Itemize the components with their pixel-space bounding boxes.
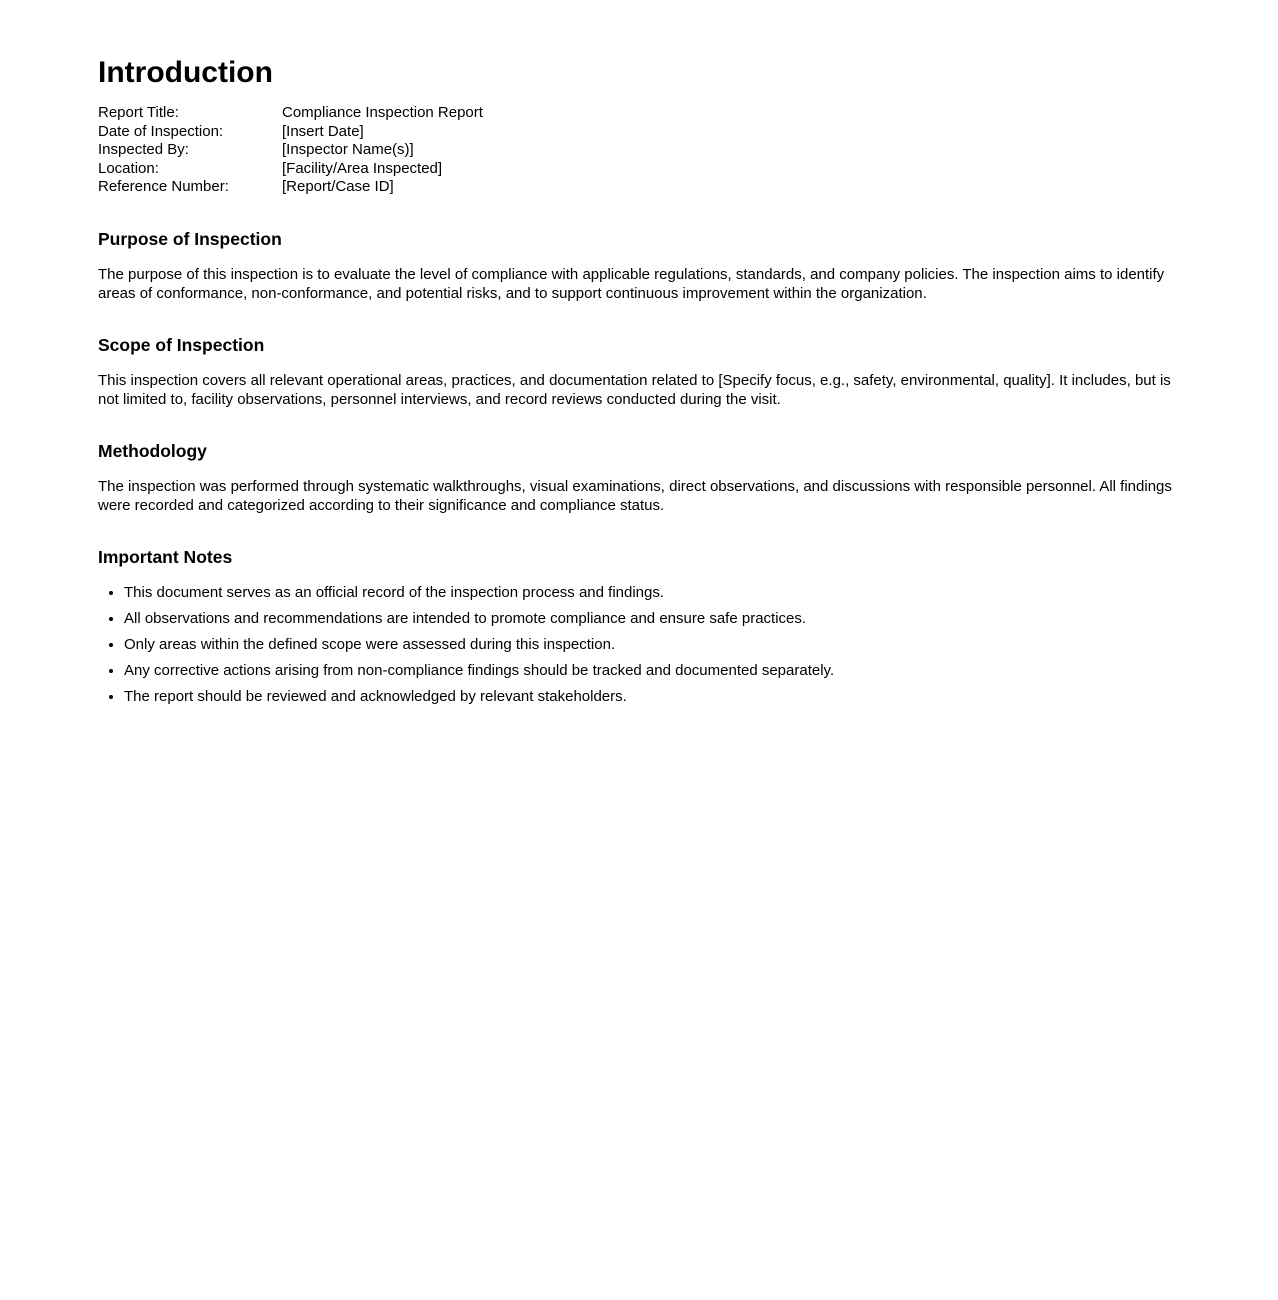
section-paragraph: This inspection covers all relevant operational areas, practices, and documentation related to [Specify focus, e.g., safety, environmental, quality]. It includes, but is not limited to, facility observations, personnel interviews, and record reviews conducted during the visit. [98, 371, 1171, 408]
metadata-label: Inspected By: [98, 141, 189, 158]
metadata-label: Date of Inspection: [98, 122, 224, 140]
note-item: • Only areas within the defined scope were assessed during this inspection. [124, 635, 1180, 654]
metadata-row [98, 141, 1180, 160]
metadata-label: Reference Number: [98, 178, 229, 195]
metadata-label: Report Title: [98, 104, 179, 121]
metadata-value: Compliance Inspection Report [282, 104, 483, 121]
section-heading: Purpose of Inspection [98, 228, 282, 249]
metadata-row [98, 104, 1180, 123]
section-heading: Methodology [98, 440, 207, 461]
report-metadata [98, 104, 1180, 197]
note-item: • All observations and recommendations are intended to promote compliance and ensure safe practices. [124, 609, 1180, 628]
metadata-value: [Facility/Area Inspected] [282, 159, 443, 177]
note-item: • This document serves as an official record of the inspection process and findings. [124, 583, 1180, 602]
metadata-value: [Inspector Name(s)] [282, 141, 414, 158]
metadata-label: Location: [98, 159, 159, 177]
page-title: Introduction [98, 56, 273, 89]
note-item: • Any corrective actions arising from non-compliance findings should be tracked and documented separately. [124, 661, 1180, 680]
metadata-value: [Report/Case ID] [282, 178, 394, 195]
section-purpose-of-inspection [98, 229, 1180, 303]
section-paragraph: The inspection was performed through systematic walkthroughs, visual examinations, direct observations, and discussions with responsible personnel. All findings were recorded and categorized according to their significance and compliance status. [98, 477, 1172, 514]
section-important-notes [98, 547, 1180, 706]
metadata-value: [Insert Date] [282, 122, 364, 140]
metadata-row [98, 160, 1180, 179]
metadata-row [98, 178, 1180, 197]
notes-list [98, 583, 1180, 706]
section-heading: Scope of Inspection [98, 334, 265, 355]
section-heading: Important Notes [98, 546, 233, 567]
section-methodology [98, 441, 1180, 515]
section-scope-of-inspection [98, 335, 1180, 409]
section-paragraph: The purpose of this inspection is to evaluate the level of compliance with applicable regulations, standards, and company policies. The inspection aims to identify areas of conformance, non-conformance, and potential risks, and to support continuous improvement within the organization. [98, 265, 1165, 302]
note-item: • The report should be reviewed and acknowledged by relevant stakeholders. [124, 687, 1180, 706]
metadata-row [98, 123, 1180, 142]
